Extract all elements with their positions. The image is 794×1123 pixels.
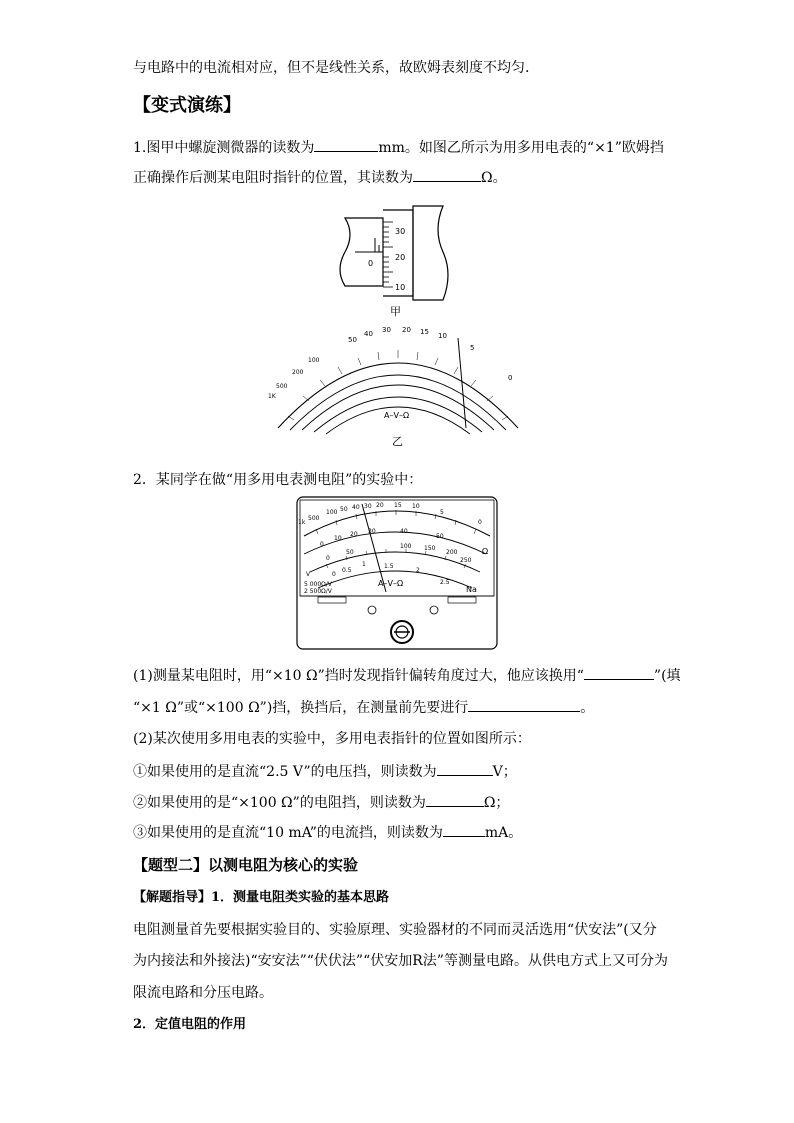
- q2-p1-line2: [133, 697, 594, 718]
- q1-blank-mm[interactable]: [314, 137, 378, 152]
- dial-n-10: 10: [438, 332, 447, 340]
- q2-p2-ii-prefix: ②如果使用的是“×100 Ω”的电阻挡，则读数为: [133, 795, 426, 811]
- q2-blank-voltage[interactable]: [437, 761, 493, 776]
- mic-tick-30: 30: [395, 227, 406, 236]
- m2-top-5: 5: [440, 509, 444, 516]
- m2-top-40: 40: [352, 504, 360, 511]
- dial-n-40: 40: [364, 330, 373, 338]
- m2-spec1: 5 000Ω/V: [304, 581, 332, 588]
- mic-tick-10: 10: [395, 283, 406, 292]
- q2-p2-iii-prefix: ③如果使用的是直流“10 mA”的电流挡，则读数为: [133, 825, 443, 841]
- m2-top-500: 500: [308, 515, 320, 522]
- type2-para-3: 限流电路和分压电路。: [133, 985, 273, 1001]
- dial-n-0: 0: [508, 374, 513, 382]
- q2-p2-iii-suffix: mA。: [484, 825, 523, 841]
- m2-low-0: 0: [332, 571, 336, 578]
- m2-mid2-50: 50: [346, 549, 354, 556]
- m2-mid2-0: 0: [326, 555, 330, 562]
- q2-blank-current[interactable]: [443, 822, 485, 837]
- q1-prefix: 1.图甲中螺旋测微器的读数为: [133, 140, 315, 156]
- m2-top-100: 100: [326, 509, 338, 516]
- m2-spec2: 2 500Ω/V: [304, 588, 332, 595]
- q2-intro: 2．某同学在做“用多用电表测电阻”的实验中：: [133, 472, 423, 488]
- m2-low-25: 2.5: [440, 579, 450, 586]
- m2-mid2-250: 250: [460, 557, 472, 564]
- caption-yi: 乙: [392, 435, 403, 448]
- m2-top-0: 0: [478, 519, 482, 526]
- q1b-suffix: Ω。: [481, 170, 507, 186]
- dial-n-50: 50: [348, 336, 357, 344]
- dial-n-30: 30: [382, 326, 391, 334]
- q2-p1b-prefix: “×1 Ω”或“×100 Ω”)挡，换挡后，在测量前先要进行: [133, 700, 469, 716]
- intro-line: 与电路中的电流相对应，但不是线性关系，故欧姆表刻度不均匀.: [133, 60, 530, 76]
- q2-blank-resistance[interactable]: [426, 792, 484, 807]
- dial-n-20: 20: [402, 326, 411, 334]
- m2-mid2-200: 200: [446, 549, 458, 556]
- q2-blank-range[interactable]: [584, 665, 654, 680]
- m2-top-30: 30: [364, 503, 372, 510]
- m2-mid-40: 40: [400, 528, 408, 535]
- q2-p2-i: [133, 761, 517, 782]
- mic-zero: 0: [368, 259, 374, 268]
- m2-low-2: 2: [416, 567, 420, 574]
- type2-guide: 【解题指导】1．测量电阻类实验的基本思路: [133, 890, 390, 905]
- q2-p2-intro: (2)某次使用多用电表的实验中，多用电表指针的位置如图所示：: [133, 731, 531, 747]
- m2-low-05: 0.5: [342, 567, 352, 574]
- dial-n-15: 15: [420, 328, 429, 336]
- dial-n-5: 5: [470, 344, 475, 352]
- q2-p1-suffix: ”(填: [653, 668, 681, 684]
- m2-mid-20: 20: [350, 531, 358, 538]
- q2-p1b-suffix: 。: [580, 700, 595, 716]
- m2-top-20: 20: [376, 502, 384, 509]
- m2-v-mark: V: [306, 571, 311, 578]
- m2-mid2-100: 100: [400, 543, 412, 550]
- m2-low-15: 1.5: [384, 563, 394, 570]
- dial-left-500: 500: [276, 383, 288, 390]
- q2-p2-i-suffix: V；: [492, 764, 517, 780]
- q2-p2-iii: [133, 822, 522, 843]
- q2-p1-prefix: (1)测量某电阻时，用“×10 Ω”挡时发现指针偏转角度过大，他应该换用“: [133, 668, 584, 684]
- dial-left-100: 100: [308, 357, 320, 364]
- type2-para-2: 为内接法和外接法)“安安法”“伏伏法”“伏安加R法”等测量电路。从供电方式上又可分为: [133, 953, 668, 969]
- q2-p2-i-prefix: ①如果使用的是直流“2.5 V”的电压挡，则读数为: [133, 764, 437, 780]
- m2-top-50: 50: [340, 506, 348, 513]
- m2-low-1: 1: [362, 561, 366, 568]
- m2-mid-0: 0: [320, 541, 324, 548]
- mic-tick-20: 20: [395, 253, 406, 262]
- type2-sub2: 2．定值电阻的作用: [133, 1017, 247, 1032]
- dial-left-200: 200: [292, 369, 304, 376]
- q1-line2: [133, 167, 507, 188]
- dial-figure-yi: [258, 318, 538, 438]
- caption-jia: 甲: [390, 305, 401, 318]
- micrometer-figure: [335, 200, 460, 308]
- m2-mid-50: 50: [436, 533, 444, 540]
- multimeter-figure: [296, 496, 498, 650]
- dial-left-1k: 1K: [268, 393, 276, 400]
- m2-mid2-150: 150: [424, 545, 436, 552]
- m2-top-15: 15: [394, 502, 402, 509]
- q1b-prefix: 正确操作后测某电阻时指针的位置，其读数为: [133, 170, 413, 186]
- m2-brand: Na: [466, 585, 477, 594]
- dial-center-label: A–V–Ω: [384, 411, 410, 420]
- m2-center-label: A–V–Ω: [378, 579, 404, 588]
- q2-blank-zeroing[interactable]: [468, 697, 580, 712]
- m2-mid-10: 10: [334, 535, 342, 542]
- q1-line1: [133, 137, 664, 158]
- q2-p2-ii: [133, 792, 509, 813]
- type2-para-1: 电阻测量首先要根据实验目的、实验原理、实验器材的不同而灵活选用“伏安法”(又分: [133, 922, 657, 938]
- q1-blank-ohm[interactable]: [413, 167, 481, 182]
- type2-heading: 【题型二】以测电阻为核心的实验: [133, 856, 359, 874]
- m2-top-10: 10: [412, 503, 420, 510]
- m2-mid-30: 30: [368, 528, 376, 535]
- q1-suffix: mm。如图乙所示为用多用电表的“×1”欧姆挡: [378, 140, 664, 156]
- m2-omega: Ω: [482, 547, 489, 556]
- q2-p2-ii-suffix: Ω；: [483, 795, 510, 811]
- section-heading: 【变式演练】: [133, 95, 241, 116]
- m2-k-mark: 1k: [298, 519, 306, 526]
- q2-p1-line1: [133, 665, 681, 686]
